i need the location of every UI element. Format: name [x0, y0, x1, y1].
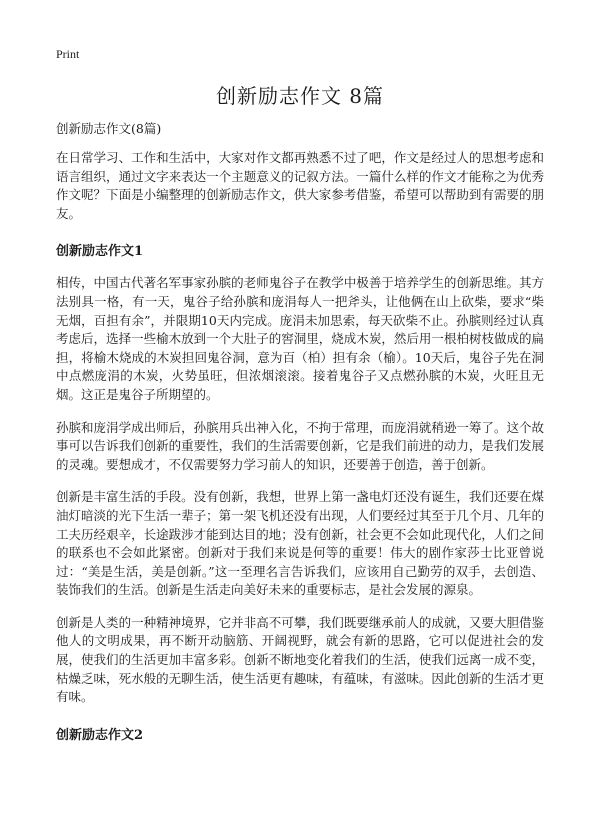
section-heading-1: 创新励志作文1	[56, 244, 144, 260]
document-title: 创新励志作文 8篇	[215, 84, 385, 108]
section-heading-2: 创新励志作文2	[56, 727, 144, 743]
section-1-paragraph-2: 孙膑和庞涓学成出师后，孙膑用兵出神入化，不拘于常理，而庞涓就稍逊一筹了。这个故事可以告诉我们创新的重要性，我们的生活需要创新，它是我们前进的动力，是我们发展的灵魂。要想成才，不仅需要努力学习前人的知识，还要善于创造，善于创新。	[56, 419, 544, 472]
article-body	[56, 120, 544, 758]
section-1-paragraph-1: 相传，中国古代著名军事家孙膑的老师鬼谷子在教学中极善于培养学生的创新思维。其方法别具一格，有一天，鬼谷子给孙膑和庞涓每人一把斧头，让他俩在山上砍柴，要求“柴无烟，百担有余”，并限期10天内完成。庞涓未加思索，每天砍柴不止。孙膑则经过认真考虑后，选择一些榆木放到一个大肚子的窖洞里，烧成木炭，然后用一根柏树枝做成的扁担，将榆木烧成的木炭担回鬼谷洞，意为百（柏）担有余（榆）。10天后，鬼谷子先在洞中点燃庞涓的木炭，火势虽旺，但浓烟滚滚。接着鬼谷子又点燃孙膑的木炭，火旺且无烟。这正是鬼谷子所期望的。	[56, 275, 544, 402]
intro-paragraph: 在日常学习、工作和生活中，大家对作文都再熟悉不过了吧，作文是经过人的思想考虑和语言组织，通过文字来表达一个主题意义的记叙方法。一篇什么样的作文才能称之为优秀作文呢？下面是小编整理的创新励志作文，供大家参考借鉴，希望可以帮助到有需要的朋友。	[56, 150, 544, 221]
article-subtitle: 创新励志作文(8篇)	[56, 121, 162, 136]
section-1-paragraph-4: 创新是人类的一种精神境界，它并非高不可攀，我们既要继承前人的成就，又要大胆借鉴他人的文明成果，再不断开动脑筋、开阔视野，就会有新的思路，它可以促进社会的发展，使我们的生活更加丰富多彩。创新不断地变化着我们的生活，使我们远离一成不变，枯燥乏味，死水般的无聊生活，使生活更有趣味，有蕴味，有滋味。因此创新的生活才更有味。	[56, 614, 544, 705]
section-1-paragraph-3: 创新是丰富生活的手段。没有创新，我想，世界上第一盏电灯还没有诞生，我们还要在煤油灯暗淡的光下生活一辈子；第一架飞机还没有出现，人们要经过其至于几个月、几年的工夫历经艰辛，长途跋涉才能到达目的地；没有创新，社会更不会如此现代化，人们之间的联系也不会如此紧密。创新对于我们来说是何等的重要！伟大的剧作家莎士比亚曾说过：“美是生活，美是创新。”这一至理名言告诉我们，应该用自己勤劳的双手，去创造、装饰我们的生活。创新是生活走向美好未来的重要标志，是社会发展的源泉。	[56, 489, 544, 598]
print-link[interactable]: Print	[56, 47, 80, 61]
